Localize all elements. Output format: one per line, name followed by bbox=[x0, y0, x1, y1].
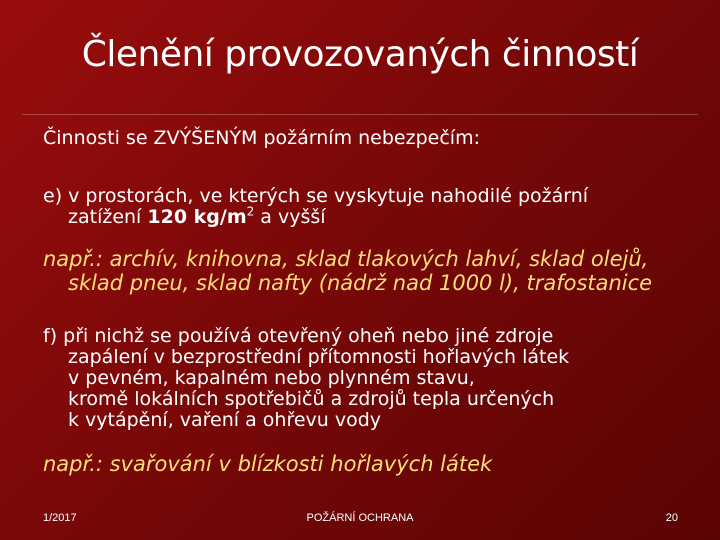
item-e bbox=[43, 186, 693, 228]
intro-text: Činnosti se ZVÝŠENÝM požárním nebezpečím: bbox=[43, 127, 480, 149]
item-f-line-2: zapálení v bezprostřední přítomnosti hořlavých látek bbox=[68, 346, 570, 368]
item-f bbox=[43, 326, 683, 431]
item-f-line-4: kromě lokálních spotřebičů a zdrojů tepla určených bbox=[68, 388, 555, 410]
example-e-line-1: např.: archív, knihovna, sklad tlakových lahví, sklad olejů, bbox=[43, 247, 649, 271]
item-f-line-3: v pevném, kapalném nebo plynném stavu, bbox=[68, 367, 475, 389]
slide-title: Členění provozovaných činností bbox=[81, 34, 639, 75]
item-f-line-5: k vytápění, vaření a ohřevu vody bbox=[68, 409, 382, 431]
item-e-line-2-post: a vyšší bbox=[254, 206, 326, 228]
footer-page-number: 20 bbox=[665, 512, 678, 524]
example-e-line-2: sklad pneu, sklad nafty (nádrž nad 1000 l), trafostanice bbox=[68, 271, 653, 295]
item-e-line-1: e) v prostorách, ve kterých se vyskytuje nahodilé požární bbox=[43, 185, 589, 207]
item-e-line-2 bbox=[43, 204, 693, 228]
title-divider bbox=[22, 114, 698, 115]
item-f-line-1: f) při nichž se používá otevřený oheň nebo jiné zdroje bbox=[43, 325, 554, 347]
item-e-superscript: 2 bbox=[246, 204, 255, 219]
item-e-load-value: 120 kg/m bbox=[147, 206, 247, 228]
footer-title: POŽÁRNÍ OCHRANA bbox=[306, 512, 414, 524]
footer-date: 1/2017 bbox=[43, 512, 77, 524]
item-e-line-2-pre: zatížení bbox=[68, 206, 148, 228]
example-f: např.: svařování v blízkosti hořlavých látek bbox=[43, 452, 493, 476]
example-e bbox=[43, 247, 703, 295]
